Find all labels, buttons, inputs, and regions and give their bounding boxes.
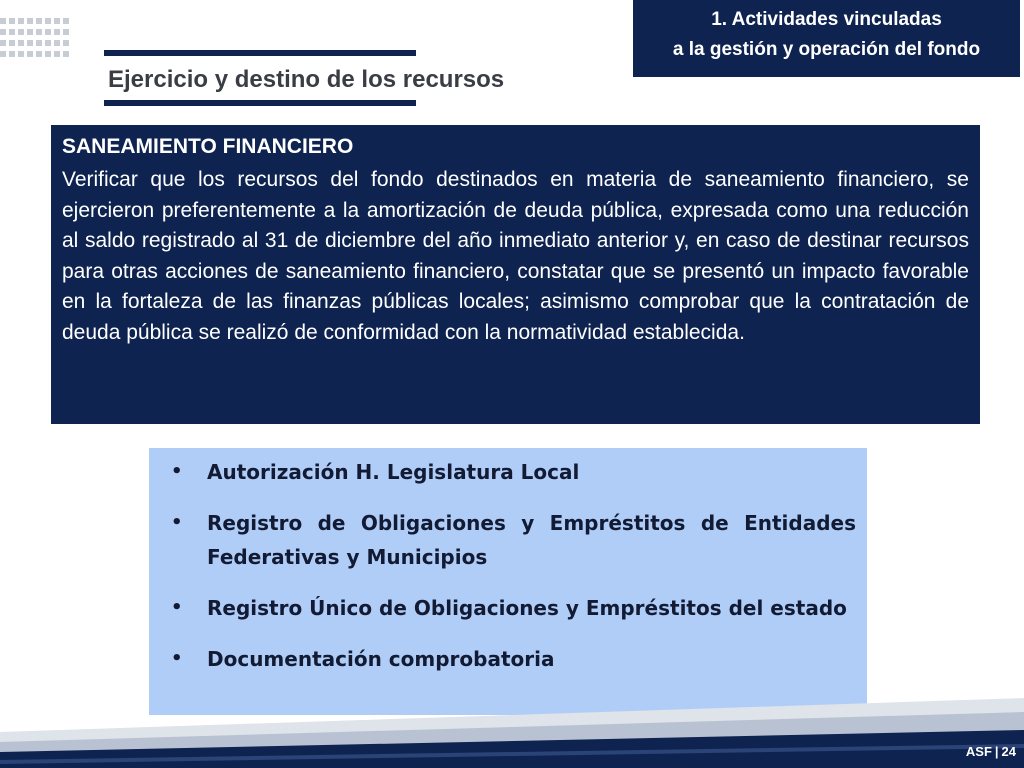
footer-separator: |	[994, 744, 999, 759]
bullet-icon: •	[171, 461, 183, 482]
box-heading: SANEAMIENTO FINANCIERO	[62, 135, 354, 158]
footer-decoration	[0, 690, 1024, 768]
list-item	[167, 591, 856, 625]
list-item-text: Documentación comprobatoria	[207, 647, 555, 671]
list-item-text: Registro de Obligaciones y Empréstitos de Entidades Federativas y Municipios	[207, 511, 856, 569]
section-tag-line-1: 1. Actividades vinculadas	[711, 9, 942, 30]
section-tag-line-2: a la gestión y operación del fondo	[672, 39, 981, 60]
list-item-text: Autorización H. Legislatura Local	[207, 460, 580, 484]
footer-page: 24	[1001, 744, 1016, 759]
footer-org: ASF	[965, 744, 992, 759]
page-title: Ejercicio y destino de los recursos	[108, 66, 505, 93]
requirements-list-box	[149, 448, 867, 715]
list-item	[167, 506, 856, 574]
list-item	[167, 455, 856, 489]
title-divider-bottom	[104, 100, 416, 106]
box-body-text: Verificar que los recursos del fondo destinados en materia de saneamiento financiero, se ejercieron preferentemente a la amortización de deuda pública, expresada como una reducción al saldo registrado al 31 de diciembre del año inmediato anterior y, en caso de destinar recursos para otras acciones de saneamiento financiero, constatar que se presentó un impacto favorable en la fortaleza de las finanzas públicas locales; asimismo comprobar que la contratación de deuda pública se realizó de conformidad con la normatividad establecida.	[62, 168, 969, 344]
bullet-icon: •	[171, 512, 183, 533]
section-tag	[633, 0, 1020, 77]
list-item-text: Registro Único de Obligaciones y Empréstitos del estado	[207, 596, 847, 620]
bullet-icon: •	[171, 597, 183, 618]
requirements-list	[167, 455, 856, 676]
page-number	[966, 744, 1016, 759]
saneamiento-financiero-box	[51, 125, 980, 424]
title-divider-top	[104, 50, 416, 56]
list-item	[167, 642, 856, 676]
bullet-icon: •	[171, 648, 183, 669]
decorative-dot-grid	[0, 18, 72, 60]
